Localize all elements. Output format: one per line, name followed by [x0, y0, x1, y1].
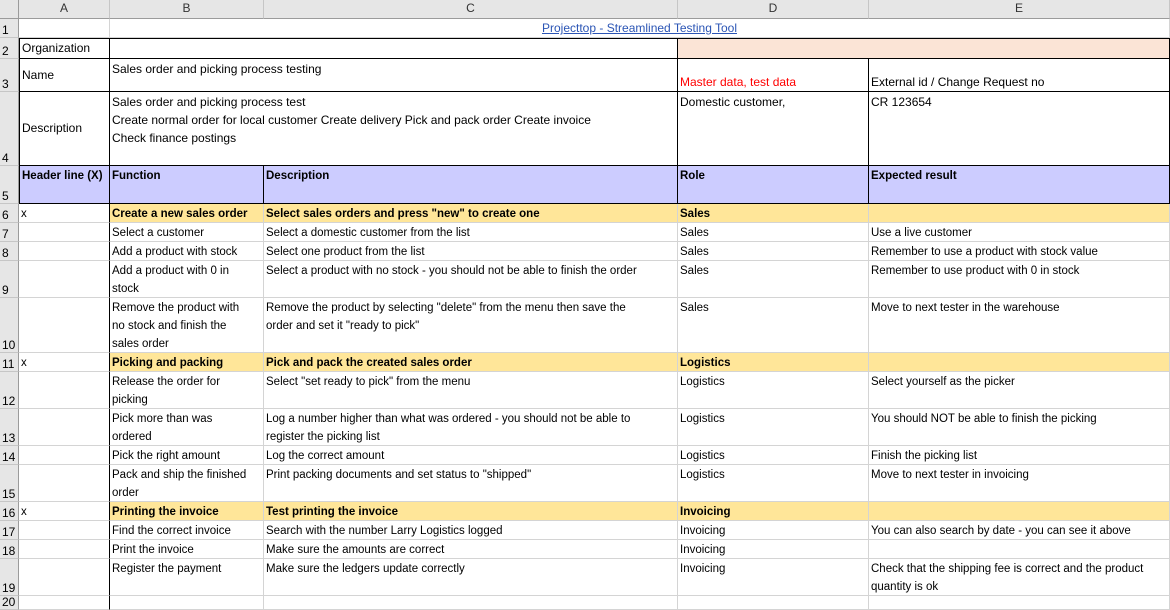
function-cell[interactable]: Register the payment [110, 559, 264, 596]
title-link[interactable]: Projecttop - Streamlined Testing Tool [110, 19, 1170, 38]
row-header[interactable]: 2 [0, 38, 19, 59]
row-header[interactable]: 14 [0, 446, 19, 465]
master-data-label: Master data, test data [678, 59, 869, 92]
function-cell[interactable]: Create a new sales order [110, 204, 264, 223]
expected-cell[interactable]: Check that the shipping fee is correct and the product quantity is ok [869, 559, 1170, 596]
function-column-header: Function [110, 166, 264, 204]
description-cell[interactable]: Print packing documents and set status to "shipped" [264, 465, 678, 502]
expected-cell[interactable]: Use a live customer [869, 223, 1170, 242]
function-cell[interactable]: Remove the product with no stock and finish the sales order [110, 298, 264, 353]
description-cell[interactable]: Make sure the amounts are correct [264, 540, 678, 559]
expected-cell[interactable]: Remember to use product with 0 in stock [869, 261, 1170, 298]
organization-extra-cell[interactable] [678, 38, 1170, 59]
row-header[interactable]: 9 [0, 261, 19, 298]
row-header[interactable]: 8 [0, 242, 19, 261]
expected-cell[interactable] [869, 502, 1170, 521]
description-cell[interactable]: Remove the product by selecting "delete" from the menu then save the order and set it "ready to pick" [264, 298, 678, 353]
function-cell[interactable]: Pick the right amount [110, 446, 264, 465]
role-cell[interactable]: Logistics [678, 409, 869, 446]
empty-cell[interactable] [19, 596, 110, 610]
header-line-marker[interactable] [19, 298, 110, 353]
description-cell[interactable]: Select a domestic customer from the list [264, 223, 678, 242]
header-line-marker[interactable] [19, 223, 110, 242]
header-line-marker[interactable] [19, 465, 110, 502]
role-cell[interactable]: Sales [678, 298, 869, 353]
expected-cell[interactable]: You can also search by date - you can see it above [869, 521, 1170, 540]
expected-cell[interactable] [869, 540, 1170, 559]
description-cell[interactable]: Log the correct amount [264, 446, 678, 465]
description-cell[interactable]: Select sales orders and press "new" to create one [264, 204, 678, 223]
row-header[interactable]: 3 [0, 59, 19, 92]
row-header[interactable]: 13 [0, 409, 19, 446]
empty-cell[interactable] [678, 596, 869, 610]
function-cell[interactable]: Select a customer [110, 223, 264, 242]
row-header[interactable]: 7 [0, 223, 19, 242]
description-cell[interactable]: Make sure the ledgers update correctly [264, 559, 678, 596]
name-value[interactable]: Sales order and picking process testing [110, 59, 678, 92]
header-line-marker[interactable] [19, 559, 110, 596]
column-header-b[interactable]: B [110, 0, 264, 19]
header-line-marker[interactable] [19, 372, 110, 409]
description-cell[interactable]: Search with the number Larry Logistics logged [264, 521, 678, 540]
column-header-a[interactable]: A [19, 0, 110, 19]
role-cell[interactable]: Invoicing [678, 540, 869, 559]
header-line-marker[interactable] [19, 521, 110, 540]
row-header[interactable]: 17 [0, 521, 19, 540]
row-header[interactable]: 20 [0, 596, 19, 610]
row-header[interactable]: 12 [0, 372, 19, 409]
column-header-e[interactable]: E [869, 0, 1170, 19]
role-cell[interactable]: Sales [678, 223, 869, 242]
header-line-marker[interactable] [19, 261, 110, 298]
master-data-value[interactable]: Domestic customer, [678, 92, 869, 166]
header-line-marker[interactable]: x [19, 353, 110, 372]
row-header[interactable]: 19 [0, 559, 19, 596]
role-cell[interactable]: Invoicing [678, 521, 869, 540]
row-header[interactable]: 16 [0, 502, 19, 521]
function-cell[interactable]: Release the order for picking [110, 372, 264, 409]
description-cell[interactable]: Select one product from the list [264, 242, 678, 261]
role-cell[interactable]: Logistics [678, 372, 869, 409]
row-header[interactable]: 1 [0, 19, 19, 38]
role-cell[interactable]: Logistics [678, 446, 869, 465]
function-cell[interactable]: Pick more than was ordered [110, 409, 264, 446]
row-header[interactable]: 18 [0, 540, 19, 559]
column-header-c[interactable]: C [264, 0, 678, 19]
role-cell[interactable]: Invoicing [678, 559, 869, 596]
description-cell[interactable]: Test printing the invoice [264, 502, 678, 521]
expected-cell[interactable]: Remember to use a product with stock value [869, 242, 1170, 261]
description-label: Description [19, 92, 110, 166]
description-cell[interactable]: Select a product with no stock - you should not be able to finish the order [264, 261, 678, 298]
role-cell[interactable]: Logistics [678, 353, 869, 372]
row-header[interactable]: 10 [0, 298, 19, 353]
row-header[interactable]: 5 [0, 166, 19, 204]
select-all-corner[interactable] [0, 0, 19, 19]
expected-cell[interactable] [869, 204, 1170, 223]
function-cell[interactable]: Print the invoice [110, 540, 264, 559]
name-label: Name [19, 59, 110, 92]
role-cell[interactable]: Sales [678, 242, 869, 261]
expected-cell[interactable] [869, 353, 1170, 372]
role-cell[interactable]: Invoicing [678, 502, 869, 521]
organization-input[interactable] [110, 38, 678, 59]
row-header[interactable]: 6 [0, 204, 19, 223]
external-id-value[interactable]: CR 123654 [869, 92, 1170, 166]
empty-cell[interactable] [264, 596, 678, 610]
cell[interactable] [19, 19, 110, 38]
expected-cell[interactable]: Move to next tester in the warehouse [869, 298, 1170, 353]
row-header[interactable]: 4 [0, 92, 19, 166]
function-cell[interactable]: Picking and packing [110, 353, 264, 372]
column-header-d[interactable]: D [678, 0, 869, 19]
organization-label: Organization [19, 38, 110, 59]
function-cell[interactable]: Add a product with 0 in stock [110, 261, 264, 298]
description-cell[interactable]: Select "set ready to pick" from the menu [264, 372, 678, 409]
expected-cell[interactable]: Finish the picking list [869, 446, 1170, 465]
header-line-marker[interactable] [19, 242, 110, 261]
header-line-marker[interactable]: x [19, 502, 110, 521]
description-column-header: Description [264, 166, 678, 204]
function-cell[interactable]: Add a product with stock [110, 242, 264, 261]
empty-cell[interactable] [869, 596, 1170, 610]
role-cell[interactable]: Logistics [678, 465, 869, 502]
expected-cell[interactable]: You should NOT be able to finish the picking [869, 409, 1170, 446]
function-cell[interactable]: Find the correct invoice [110, 521, 264, 540]
function-cell[interactable]: Printing the invoice [110, 502, 264, 521]
role-cell[interactable]: Sales [678, 261, 869, 298]
empty-cell[interactable] [110, 596, 264, 610]
header-line-marker[interactable]: x [19, 204, 110, 223]
role-column-header: Role [678, 166, 869, 204]
description-cell[interactable]: Log a number higher than what was ordered - you should not be able to register the picking list [264, 409, 678, 446]
role-cell[interactable]: Sales [678, 204, 869, 223]
function-cell[interactable]: Pack and ship the finished order [110, 465, 264, 502]
header-line-marker[interactable] [19, 409, 110, 446]
header-line-column: Header line (X) [19, 166, 110, 204]
description-value[interactable]: Sales order and picking process test Create normal order for local customer Create delivery Pick and pack order Create invoice Check finance postings [110, 92, 678, 166]
header-line-marker[interactable] [19, 446, 110, 465]
row-header[interactable]: 11 [0, 353, 19, 372]
expected-result-column-header: Expected result [869, 166, 1170, 204]
header-line-marker[interactable] [19, 540, 110, 559]
description-cell[interactable]: Pick and pack the created sales order [264, 353, 678, 372]
expected-cell[interactable]: Move to next tester in invoicing [869, 465, 1170, 502]
external-id-label: External id / Change Request no [869, 59, 1170, 92]
expected-cell[interactable]: Select yourself as the picker [869, 372, 1170, 409]
row-header[interactable]: 15 [0, 465, 19, 502]
